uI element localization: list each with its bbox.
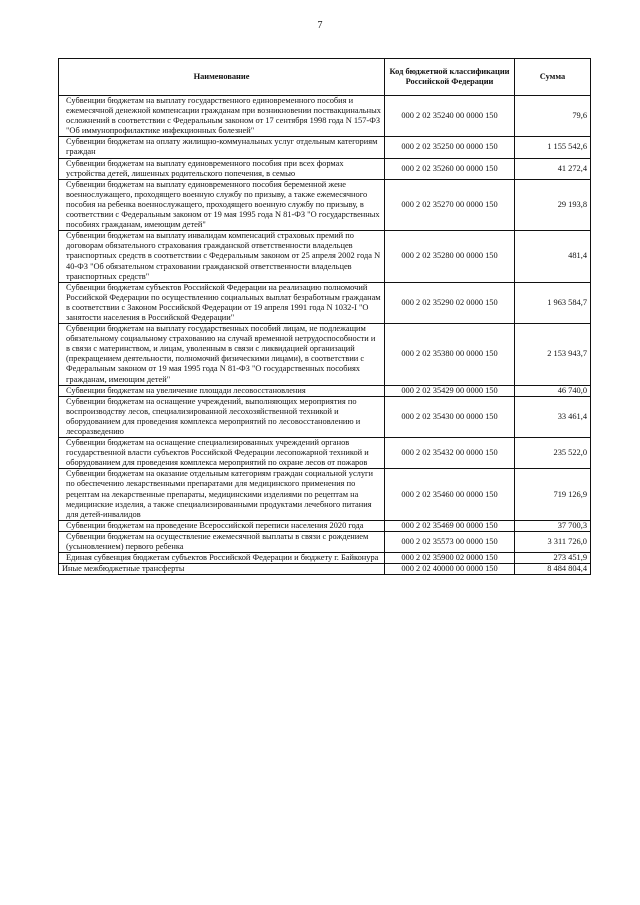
row-code-cell: 000 2 02 35573 00 0000 150 <box>385 531 515 552</box>
table-row <box>59 385 591 396</box>
table-row <box>59 96 591 137</box>
table-row <box>59 158 591 179</box>
row-code-cell: 000 2 02 35240 00 0000 150 <box>385 96 515 137</box>
budget-table <box>58 58 591 575</box>
header-name: Наименование <box>59 59 385 96</box>
row-name-cell: Субвенции бюджетам на оказание отдельным категориям граждан социальной услуги по обеспечению лекарственными препаратами для медицинского применения по рецептам на лекарственные препараты, медицинскими изделиями по рецептам на медицинские изделия, а также специализированными продуктами лечебного питания для детей-инвалидов <box>59 469 385 520</box>
row-code-cell: 000 2 02 35429 00 0000 150 <box>385 385 515 396</box>
row-sum-cell: 3 311 726,0 <box>515 531 591 552</box>
row-name-cell: Субвенции бюджетам на выплату государственных пособий лицам, не подлежащим обязательному социальному страхованию на случай временной нетрудоспособности и в связи с материнством, и лицам, уволенным в связи с ликвидацией организаций (прекращением деятельности, полномочий физическими лицами), в соответствии с Федеральным законом от 19 мая 1995 года N 81-ФЗ "О государственных пособиях гражданам, имеющим детей" <box>59 324 385 386</box>
row-name-cell: Субвенции бюджетам на оснащение специализированных учреждений органов государственной власти субъектов Российской Федерации лесопожарной техникой и оборудованием для проведения комплекса мероприятий по охране лесов от пожаров <box>59 438 385 469</box>
table-row <box>59 469 591 520</box>
row-sum-cell: 481,4 <box>515 231 591 282</box>
row-code-cell: 000 2 02 35432 00 0000 150 <box>385 438 515 469</box>
row-code-cell: 000 2 02 35260 00 0000 150 <box>385 158 515 179</box>
row-sum-cell: 29 193,8 <box>515 179 591 230</box>
header-code: Код бюджетной классификации Российской Федерации <box>385 59 515 96</box>
row-code-cell: 000 2 02 35380 00 0000 150 <box>385 324 515 386</box>
table-row <box>59 396 591 437</box>
row-sum-cell: 37 700,3 <box>515 520 591 531</box>
row-name-cell: Единая субвенция бюджетам субъектов Российской Федерации и бюджету г. Байконура <box>59 553 385 564</box>
row-code-cell: 000 2 02 35270 00 0000 150 <box>385 179 515 230</box>
row-code-cell: 000 2 02 40000 00 0000 150 <box>385 564 515 575</box>
row-name-cell: Субвенции бюджетам на выплату единовременного пособия беременной жене военнослужащего, проходящего военную службу по призыву, а также ежемесячного пособия на ребенка военнослужащего, проходящего военную службу по призыву, в соответствии с Федеральным законом от 19 мая 1995 года N 81-ФЗ "О государственных пособиях гражданам, имеющим детей" <box>59 179 385 230</box>
row-sum-cell: 41 272,4 <box>515 158 591 179</box>
row-name-cell: Субвенции бюджетам субъектов Российской Федерации на реализацию полномочий Российской Федерации по осуществлению социальных выплат безработным гражданам в соответствии с Законом Российской Федерации от 19 апреля 1991 года N 1032-I "О занятости населения в Российской Федерации" <box>59 282 385 323</box>
row-sum-cell: 1 155 542,6 <box>515 137 591 158</box>
row-code-cell: 000 2 02 35290 02 0000 150 <box>385 282 515 323</box>
row-sum-cell: 79,6 <box>515 96 591 137</box>
page-number: 7 <box>317 20 323 31</box>
row-name-cell: Субвенции бюджетам на выплату единовременного пособия при всех формах устройства детей, лишенных родительского попечения, в семью <box>59 158 385 179</box>
row-sum-cell: 273 451,9 <box>515 553 591 564</box>
header-sum: Сумма <box>515 59 591 96</box>
row-name-cell: Субвенции бюджетам на осуществление ежемесячной выплаты в связи с рождением (усыновлением) первого ребенка <box>59 531 385 552</box>
row-name-cell: Субвенции бюджетам на оплату жилищно-коммунальных услуг отдельным категориям граждан <box>59 137 385 158</box>
row-name-cell: Субвенции бюджетам на выплату государственного единовременного пособия и ежемесячной денежной компенсации гражданам при возникновении поствакцинальных осложнений в соответствии с Федеральным законом от 17 сентября 1998 года N 157-ФЗ "Об иммунопрофилактике инфекционных болезней" <box>59 96 385 137</box>
row-sum-cell: 235 522,0 <box>515 438 591 469</box>
table-row <box>59 231 591 282</box>
row-name-cell: Иные межбюджетные трансферты <box>59 564 385 575</box>
row-code-cell: 000 2 02 35469 00 0000 150 <box>385 520 515 531</box>
row-code-cell: 000 2 02 35280 00 0000 150 <box>385 231 515 282</box>
table-row <box>59 438 591 469</box>
row-code-cell: 000 2 02 35460 00 0000 150 <box>385 469 515 520</box>
table-row <box>59 282 591 323</box>
table-row <box>59 179 591 230</box>
row-code-cell: 000 2 02 35250 00 0000 150 <box>385 137 515 158</box>
row-sum-cell: 719 126,9 <box>515 469 591 520</box>
table-row <box>59 137 591 158</box>
row-name-cell: Субвенции бюджетам на оснащение учреждений, выполняющих мероприятия по воспроизводству лесов, специализированной лесохозяйственной техникой и оборудованием для проведения комплекса мероприятий по лесовосстановлению и лесоразведению <box>59 396 385 437</box>
table-header-row <box>59 59 591 96</box>
table-row <box>59 520 591 531</box>
row-sum-cell: 33 461,4 <box>515 396 591 437</box>
row-name-cell: Субвенции бюджетам на выплату инвалидам компенсаций страховых премий по договорам обязательного страхования гражданской ответственности владельцев транспортных средств в соответствии с Федеральным законом от 25 апреля 2002 года N 40-ФЗ "Об обязательном страховании гражданской ответственности владельцев транспортных средств" <box>59 231 385 282</box>
row-sum-cell: 2 153 943,7 <box>515 324 591 386</box>
row-name-cell: Субвенции бюджетам на увеличение площади лесовосстановления <box>59 385 385 396</box>
row-sum-cell: 8 484 804,4 <box>515 564 591 575</box>
table-row <box>59 324 591 386</box>
row-code-cell: 000 2 02 35900 02 0000 150 <box>385 553 515 564</box>
row-code-cell: 000 2 02 35430 00 0000 150 <box>385 396 515 437</box>
row-name-cell: Субвенции бюджетам на проведение Всероссийской переписи населения 2020 года <box>59 520 385 531</box>
table-row <box>59 553 591 564</box>
row-sum-cell: 1 963 584,7 <box>515 282 591 323</box>
table-row <box>59 531 591 552</box>
table-row <box>59 564 591 575</box>
row-sum-cell: 46 740,0 <box>515 385 591 396</box>
